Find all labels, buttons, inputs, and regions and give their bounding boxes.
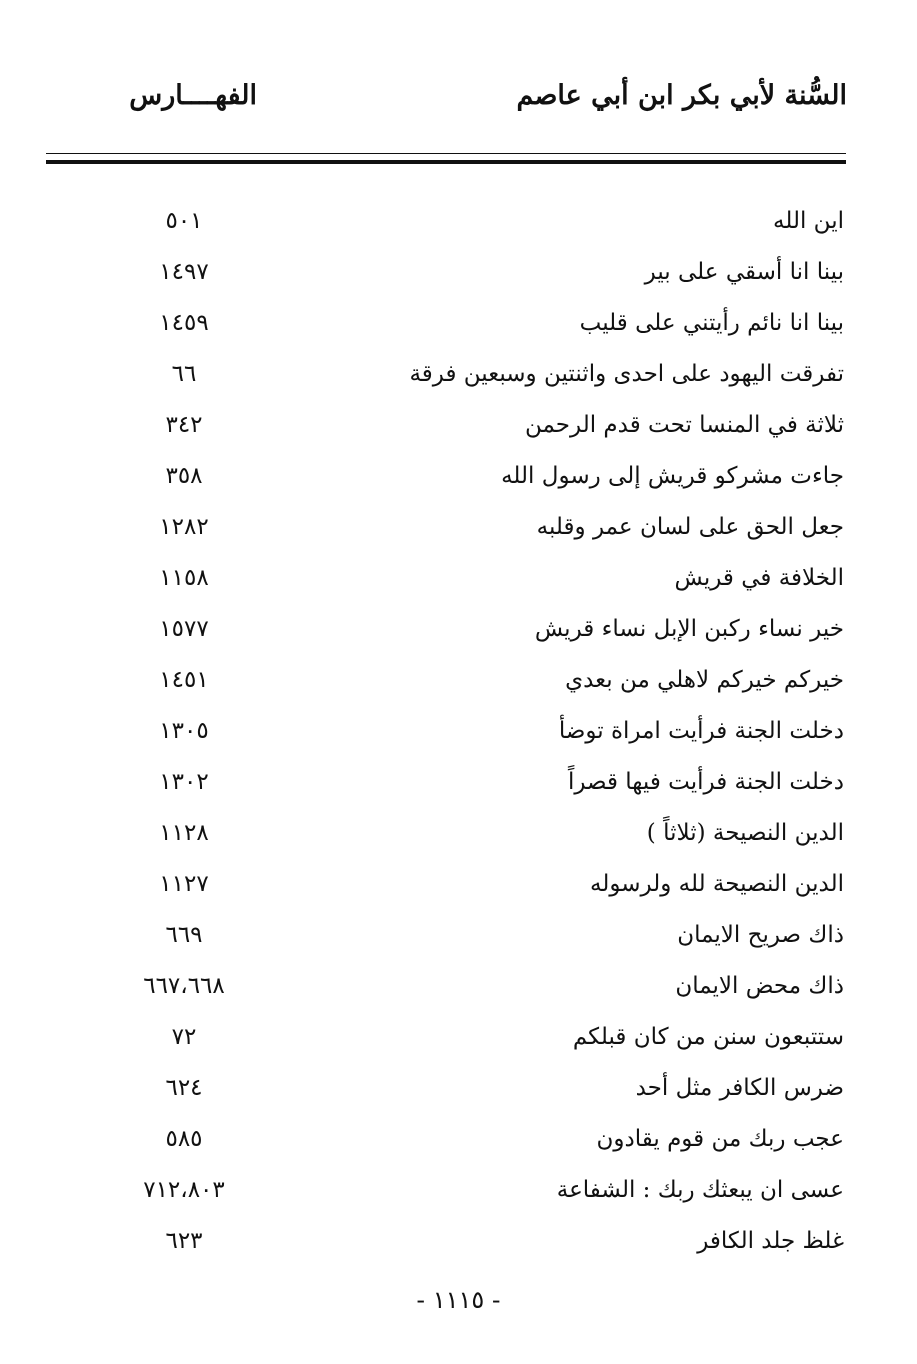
book-title: السُّنة لأبي بكر ابن أبي عاصم [516, 80, 847, 111]
hadith-number: ٦٦ [171, 361, 197, 387]
hadith-text: ستتبعون سنن من كان قبلكم [572, 1024, 844, 1050]
index-entry [60, 1014, 844, 1065]
hadith-text: عجب ربك من قوم يقادون [596, 1126, 844, 1152]
index-entry [60, 504, 844, 555]
index-entry [60, 402, 844, 453]
header-rule-thin [46, 153, 846, 154]
hadith-text: تفرقت اليهود على احدى واثنتين وسبعين فرقة [409, 361, 844, 387]
hadith-number: ١٤٥١ [159, 667, 209, 693]
header-rule-thick [46, 160, 846, 164]
index-entry [60, 861, 844, 912]
hadith-number: ١٤٥٩ [159, 310, 209, 336]
index-entry [60, 1116, 844, 1167]
index-entry [60, 1065, 844, 1116]
index-entry [60, 657, 844, 708]
hadith-number: ٦٦٩ [165, 922, 203, 948]
index-entry [60, 759, 844, 810]
index-entry [60, 300, 844, 351]
hadith-number: ١١٥٨ [159, 565, 209, 591]
hadith-text: الدين النصيحة لله ولرسوله [590, 871, 844, 897]
hadith-number: ١٣٠٢ [159, 769, 209, 795]
hadith-text: غلظ جلد الكافر [697, 1228, 844, 1254]
hadith-number: ٧٢ [171, 1024, 197, 1050]
hadith-number: ١٣٠٥ [159, 718, 209, 744]
index-entry [60, 249, 844, 300]
hadith-number: ١١٢٧ [159, 871, 209, 897]
hadith-text: الدين النصيحة (ثلاثاً ) [646, 820, 844, 846]
section-title: الفهــــارس [129, 80, 257, 111]
hadith-number: ٥٠١ [165, 208, 203, 234]
hadith-number: ٥٨٥ [165, 1126, 203, 1152]
hadith-text: دخلت الجنة فرأيت فيها قصراً [567, 769, 844, 795]
hadith-text: اين الله [773, 208, 844, 234]
hadith-index-list [60, 198, 844, 1269]
hadith-number: ٣٥٨ [165, 463, 203, 489]
hadith-text: ذاك محض الايمان [675, 973, 844, 999]
index-entry [60, 708, 844, 759]
page-header [40, 80, 847, 130]
hadith-text: دخلت الجنة فرأيت امراة توضأ [558, 718, 844, 744]
hadith-text: بينا انا نائم رأيتني على قليب [579, 310, 844, 336]
index-entry [60, 1167, 844, 1218]
hadith-text: جعل الحق على لسان عمر وقلبه [536, 514, 844, 540]
index-entry [60, 198, 844, 249]
hadith-text: الخلافة في قريش [674, 565, 844, 591]
hadith-number: ١٥٧٧ [159, 616, 209, 642]
page-number: - ١١١٥ - [416, 1286, 501, 1314]
index-entry [60, 453, 844, 504]
index-entry [60, 912, 844, 963]
index-entry [60, 1218, 844, 1269]
hadith-number: ٦٢٤ [165, 1075, 203, 1101]
index-entry [60, 810, 844, 861]
hadith-number: ١٤٩٧ [159, 259, 209, 285]
index-entry [60, 606, 844, 657]
hadith-number: ١١٢٨ [159, 820, 209, 846]
hadith-number: ٧١٢،٨٠٣ [143, 1177, 225, 1203]
hadith-text: خير نساء ركبن الإبل نساء قريش [534, 616, 844, 642]
hadith-text: ثلاثة في المنسا تحت قدم الرحمن [525, 412, 844, 438]
hadith-text: ضرس الكافر مثل أحد [635, 1075, 844, 1101]
hadith-number: ٣٤٢ [165, 412, 203, 438]
hadith-number: ٦٢٣ [165, 1228, 203, 1254]
index-entry [60, 963, 844, 1014]
hadith-text: جاءت مشركو قريش إلى رسول الله [501, 463, 844, 489]
hadith-number: ١٢٨٢ [159, 514, 209, 540]
hadith-text: خيركم خيركم لاهلي من بعدي [565, 667, 844, 693]
hadith-text: ذاك صريح الايمان [677, 922, 844, 948]
index-entry [60, 351, 844, 402]
hadith-text: عسى ان يبعثك ربك : الشفاعة [556, 1177, 844, 1203]
hadith-number: ٦٦٧،٦٦٨ [143, 973, 225, 999]
hadith-text: بينا انا أسقي على بير [644, 259, 844, 285]
index-entry [60, 555, 844, 606]
